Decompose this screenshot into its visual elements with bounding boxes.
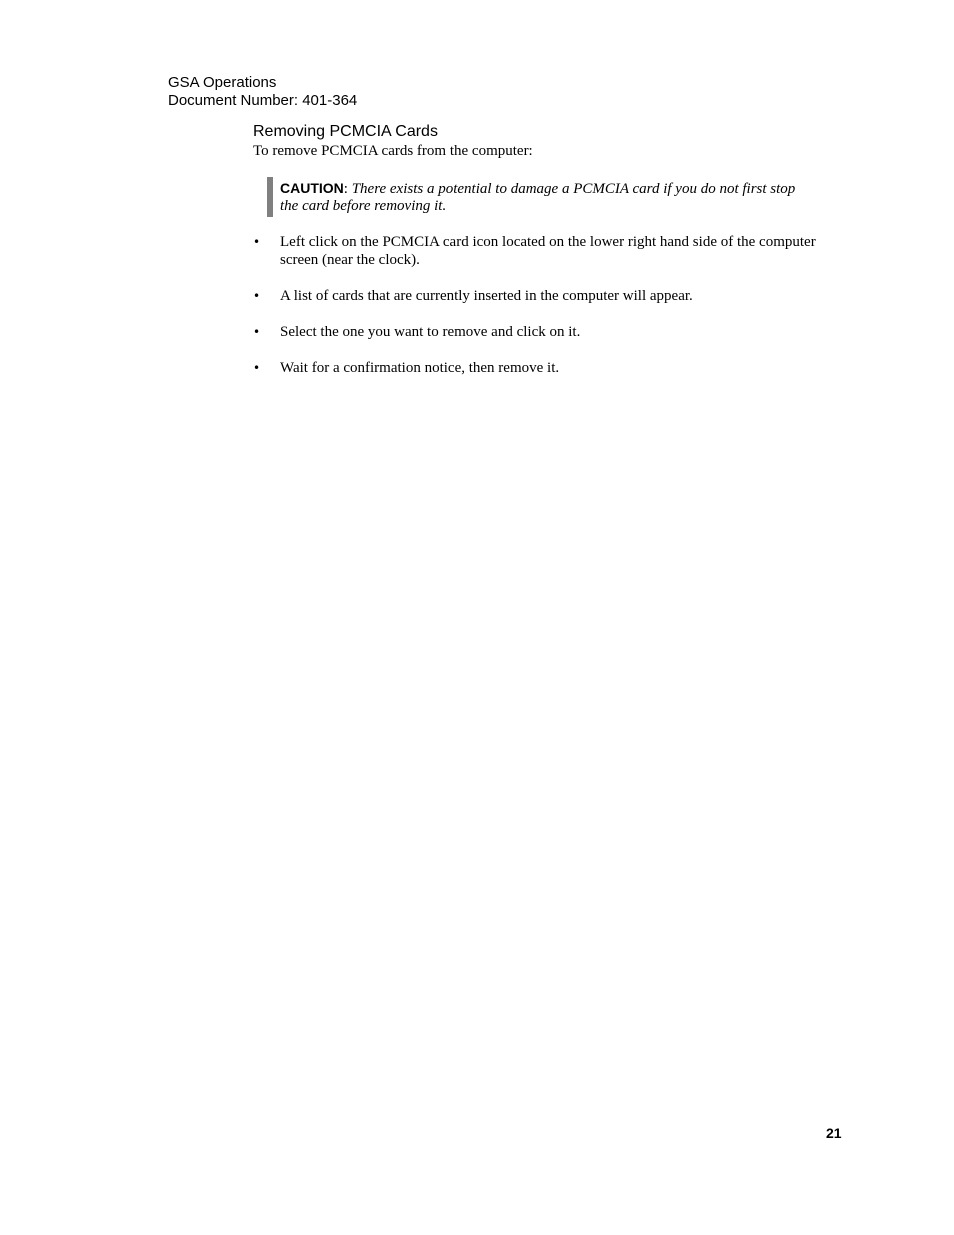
list-item-text: Left click on the PCMCIA card icon located on the lower right hand side of the computer screen (near the clock).	[280, 234, 816, 268]
list-item	[253, 233, 842, 269]
page-header	[168, 74, 357, 110]
instruction-list	[253, 233, 853, 377]
caution-note	[267, 177, 800, 217]
header-organization: GSA Operations	[168, 74, 277, 91]
caution-label: CAUTION	[280, 180, 344, 196]
list-item	[253, 323, 842, 341]
bullet-icon: •	[253, 289, 261, 303]
section-content	[253, 122, 853, 395]
list-item	[253, 359, 842, 377]
list-item-text: Select the one you want to remove and click on it.	[280, 324, 581, 340]
section-title: Removing PCMCIA Cards	[253, 123, 438, 140]
caution-colon: :	[343, 181, 352, 197]
caution-bar	[267, 177, 273, 217]
bullet-icon: •	[253, 325, 261, 339]
page-number: 21	[826, 1125, 842, 1141]
header-document-number: Document Number: 401-364	[168, 92, 358, 109]
list-item-text: Wait for a confirmation notice, then remove it.	[280, 360, 560, 376]
caution-body: There exists a potential to damage a PCMCIA card if you do not first stop the card before removing it.	[280, 181, 796, 214]
section-intro: To remove PCMCIA cards from the computer:	[253, 143, 533, 159]
bullet-icon: •	[253, 361, 261, 375]
bullet-icon: •	[253, 235, 261, 249]
caution-text	[280, 177, 800, 215]
list-item	[253, 287, 842, 305]
list-item-text: A list of cards that are currently inserted in the computer will appear.	[280, 288, 693, 304]
